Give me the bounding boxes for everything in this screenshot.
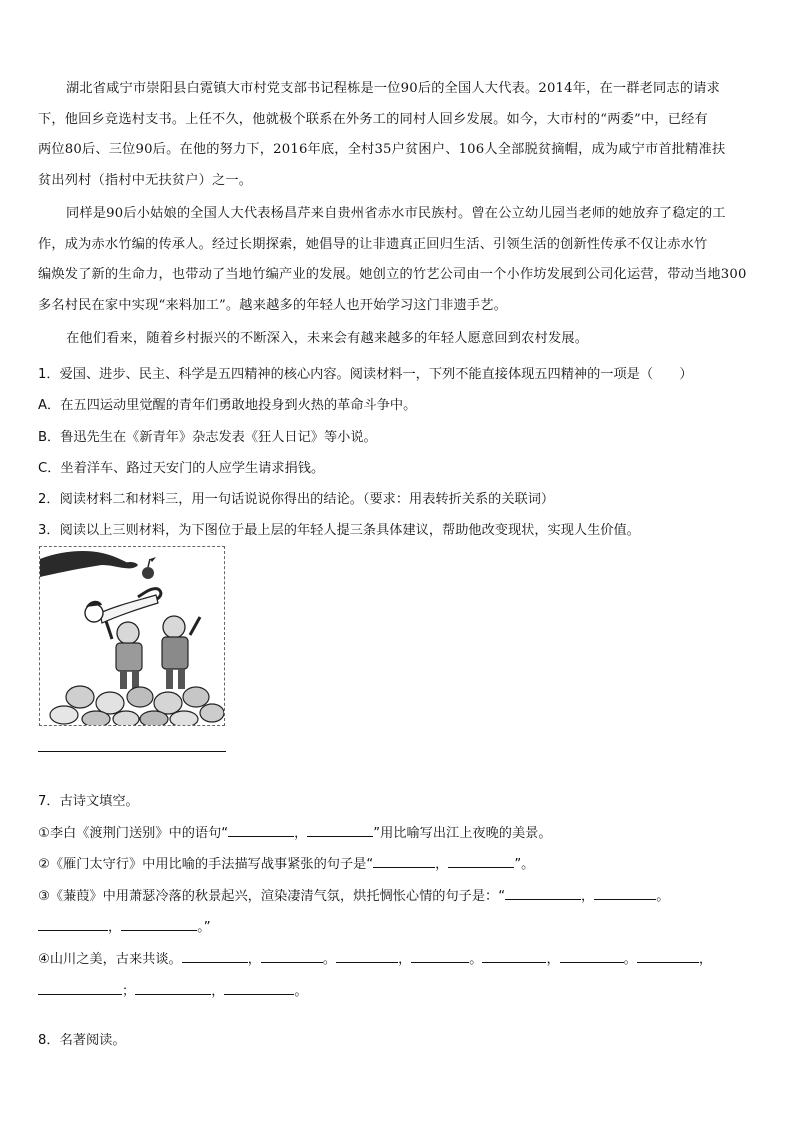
answer-line bbox=[38, 751, 226, 752]
question-7-item-3-cont bbox=[38, 916, 211, 935]
comma: ， bbox=[435, 857, 449, 872]
question-1-option-a: A．在五四运动里觉醒的青年们勇敢地投身到火热的革命斗争中。 bbox=[38, 398, 417, 413]
text-line: 两位80后、三位90后。在他的努力下，2016年底，全村35户贫困户、106人全部脱贫摘帽，成为咸宁市首批精准扶 bbox=[38, 142, 726, 157]
period: 。 bbox=[294, 984, 308, 999]
item-1-suffix: ”用比喻写出江上夜晚的美景。 bbox=[373, 826, 552, 841]
comma: ， bbox=[247, 952, 261, 967]
cartoon-illustration bbox=[40, 547, 224, 725]
question-7-item-2 bbox=[38, 853, 534, 872]
blank[interactable] bbox=[482, 948, 546, 963]
question-7-title: 7．古诗文填空。 bbox=[38, 794, 139, 809]
comma: ， bbox=[581, 889, 595, 904]
blank[interactable] bbox=[411, 948, 469, 963]
material-paragraph-2 bbox=[38, 199, 756, 321]
comma: ， bbox=[108, 920, 122, 935]
blank[interactable] bbox=[121, 916, 197, 931]
text-line: 同样是90后小姑娘的全国人大代表杨昌芹来自贵州省赤水市民族村。曾在公立幼儿园当老师的她放弃了稳定的工 bbox=[66, 206, 726, 221]
semicolon: ； bbox=[122, 984, 136, 999]
comma: ， bbox=[211, 984, 225, 999]
item-2-prefix: ②《雁门太守行》中用比喻的手法描写战事紧张的句子是“ bbox=[38, 857, 374, 872]
question-1: 1．爱国、进步、民主、科学是五四精神的核心内容。阅读材料一，下列不能直接体现五四精神的一项是（ ） bbox=[38, 367, 693, 382]
blank[interactable] bbox=[182, 948, 248, 963]
item-4-prefix: ④山川之美，古来共谈。 bbox=[38, 952, 182, 967]
material-paragraph-1 bbox=[38, 74, 756, 196]
question-7-item-1 bbox=[38, 822, 552, 841]
blank[interactable] bbox=[228, 822, 294, 837]
blank[interactable] bbox=[594, 885, 656, 900]
comma: ， bbox=[698, 952, 713, 967]
item-1-prefix: ①李白《渡荆门送别》中的语句“ bbox=[38, 826, 229, 841]
comma: ， bbox=[294, 826, 308, 841]
blank[interactable] bbox=[505, 885, 581, 900]
question-8-title: 8．名著阅读。 bbox=[38, 1033, 126, 1048]
text-line: 下，他回乡竞选村支书。上任不久，他就极个联系在外务工的同村人回乡发展。如今，大市村的“两委”中，已经有 bbox=[38, 111, 708, 127]
item-3-end: 。” bbox=[197, 920, 211, 935]
blank[interactable] bbox=[560, 948, 624, 963]
comma: ， bbox=[546, 952, 560, 967]
period: 。 bbox=[656, 889, 670, 904]
comma: ， bbox=[398, 952, 412, 967]
blank[interactable] bbox=[38, 980, 122, 995]
text-line: 多名村民在家中实现“来料加工”。越来越多的年轻人也开始学习这门非遗手艺。 bbox=[38, 297, 508, 313]
question-1-option-b: B．鲁迅先生在《新青年》杂志发表《狂人日记》等小说。 bbox=[38, 430, 377, 445]
text-line: 湖北省咸宁市崇阳县白霓镇大市村党支部书记程栋是一位90后的全国人大代表。2014年，在一群老同志的请求 bbox=[66, 81, 720, 96]
period: 。 bbox=[322, 952, 337, 967]
period: 。 bbox=[623, 952, 637, 967]
text-line: 作，成为赤水竹编的传承人。经过长期探索，她倡导的让非遗真正回归生活、引领生活的创新性传承不仅让赤水竹 bbox=[38, 236, 708, 252]
period: 。 bbox=[469, 952, 483, 967]
text-line: 编焕发了新的生命力，也带动了当地竹编产业的发展。她创立的竹艺公司由一个小作坊发展到公司化运营，带动当地300 bbox=[38, 267, 747, 282]
blank[interactable] bbox=[307, 822, 373, 837]
blank[interactable] bbox=[261, 948, 323, 963]
cartoon-image bbox=[39, 546, 225, 726]
question-7-item-3 bbox=[38, 885, 669, 904]
material-paragraph-3 bbox=[38, 324, 756, 355]
blank[interactable] bbox=[135, 980, 211, 995]
blank[interactable] bbox=[637, 948, 699, 963]
blank[interactable] bbox=[336, 948, 398, 963]
text-line: 贫出列村（指村中无扶贫户）之一。 bbox=[38, 172, 253, 188]
blank[interactable] bbox=[448, 853, 514, 868]
question-7-item-4 bbox=[38, 948, 712, 967]
blank[interactable] bbox=[373, 853, 435, 868]
question-2: 2．阅读材料二和材料三，用一句话说说你得出的结论。（要求：用表转折关系的关联词） bbox=[38, 492, 555, 507]
item-3-prefix: ③《蒹葭》中用萧瑟冷落的秋景起兴，渲染凄清气氛，烘托惆怅心情的句子是：“ bbox=[38, 889, 506, 904]
item-2-suffix: ”。 bbox=[514, 857, 535, 872]
question-1-option-c: C．坐着洋车、路过天安门的人应学生请求捐钱。 bbox=[38, 461, 325, 476]
question-7-item-4-cont bbox=[38, 980, 308, 999]
blank[interactable] bbox=[38, 916, 108, 931]
blank[interactable] bbox=[224, 980, 294, 995]
question-3: 3．阅读以上三则材料，为下图位于最上层的年轻人提三条具体建议，帮助他改变现状，实现人生价值。 bbox=[38, 523, 640, 538]
text-line: 在他们看来，随着乡村振兴的不断深入，未来会有越来越多的年轻人愿意回到农村发展。 bbox=[66, 331, 589, 346]
